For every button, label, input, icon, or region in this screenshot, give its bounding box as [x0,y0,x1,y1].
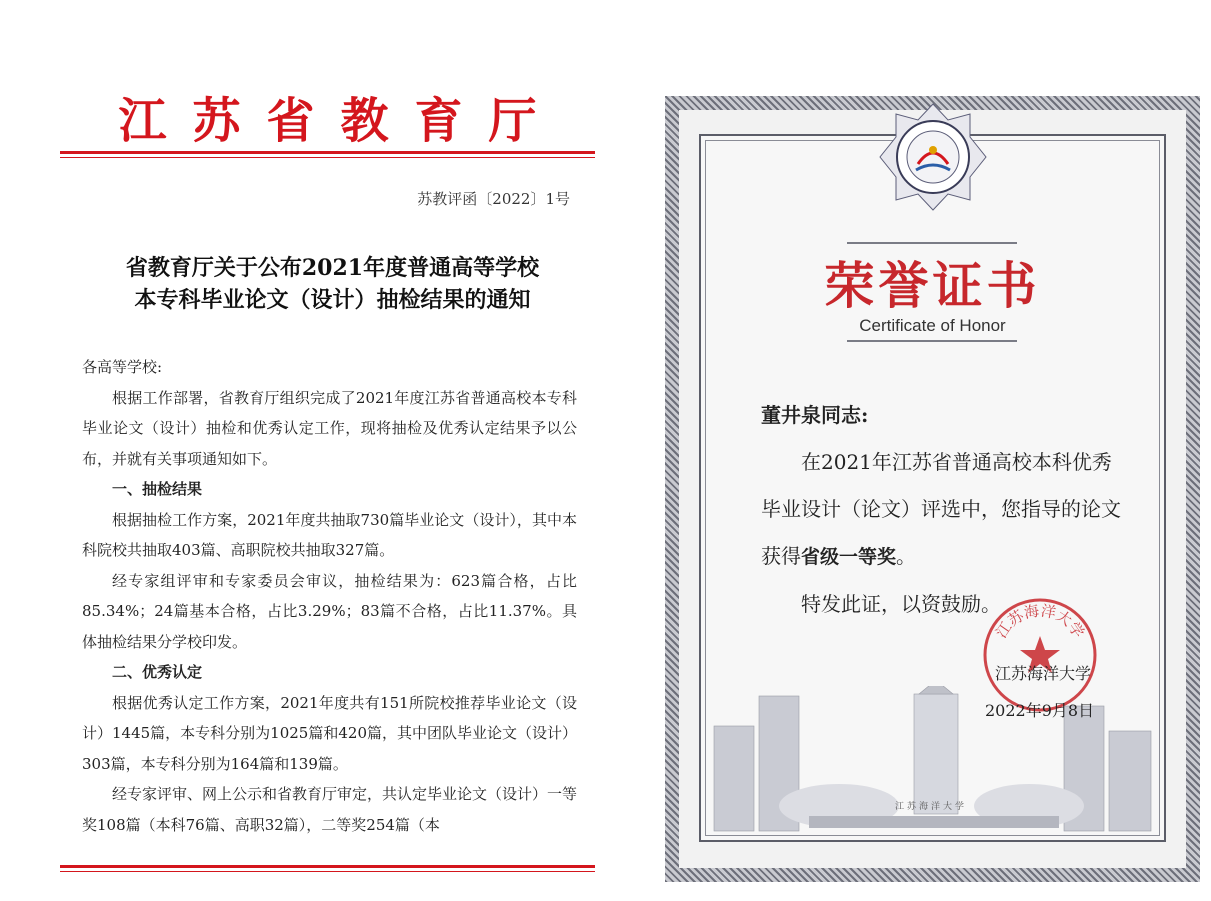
certificate-body [761,392,1131,628]
document-body [82,352,577,840]
issue-date: 2022年9月8日 [985,701,1095,720]
issuing-authority-header: 江苏省教育厅 [118,93,563,149]
paragraph: 根据工作部署，省教育厅组织完成了2021年度江苏省普通高校本专科毕业论文（设计）抽检和优秀认定工作，现将抽检及优秀认定结果予以公布，并就有关事项通知如下。 [82,388,577,468]
seal-text: 江苏海洋大学 [992,601,1088,642]
certificate-subtitle: Certificate of Honor [859,316,1006,335]
campus-gate-caption: 江苏海洋大学 [895,802,968,812]
award-level: 省级一等奖 [801,546,897,568]
award-statement-text: 在2021年江苏省普通高校本科优秀毕业设计（论文）评选中，您指导的论文获得 [761,450,1121,568]
university-emblem-icon [878,102,988,212]
section-heading: 一、抽检结果 [112,480,203,498]
paragraph: 经专家组评审和专家委员会审议，抽检结果为：623篇合格，占比85.34%；24篇基本合格，占比3.29%；83篇不合格，占比11.37%。具体抽检结果分学校印发。 [82,571,577,651]
closing-statement: 特发此证，以资鼓励。 [801,592,1001,616]
document-title [60,252,605,316]
paragraph: 经专家评审、网上公示和省教育厅审定，共认定毕业论文（设计）一等奖108篇（本科76篇、高职32篇），二等奖254篇（本 [82,785,578,834]
document-title-line: 本专科毕业论文（设计）抽检结果的通知 [134,287,531,313]
header-red-rule [60,151,595,154]
header-red-rule-thin [60,157,595,158]
honor-certificate [665,96,1200,882]
footer-red-rule-thin [60,871,595,872]
document-title-line: 省教育厅关于公布2021年度普通高等学校 [125,255,540,281]
certificate-title: 荣誉证书 [824,257,1041,315]
section-heading: 二、优秀认定 [112,663,203,681]
official-seal-icon [981,596,1099,714]
recipient-name: 董井泉同志: [761,403,869,427]
award-statement-end: 。 [896,544,917,568]
svg-text:江苏海洋大学 [992,602,1088,642]
footer-red-rule [60,865,595,868]
document-number: 苏教评函〔2022〕1号 [417,190,570,208]
paragraph: 根据优秀认定工作方案，2021年度共有151所院校推荐毕业论文（设计）1445篇，本专科分别为1025篇和420篇，其中团队毕业论文（设计）303篇，本专科分别为164篇和139篇。 [82,693,577,773]
award-statement [761,439,1131,581]
ornament-line [847,242,1017,244]
ornament-line [847,340,1017,342]
paragraph: 根据抽检工作方案，2021年度共抽取730篇毕业论文（设计），其中本科院校共抽取403篇、高职院校共抽取327篇。 [82,510,577,559]
salutation: 各高等学校: [82,358,163,376]
issuing-organization: 江苏海洋大学 [995,664,1092,683]
